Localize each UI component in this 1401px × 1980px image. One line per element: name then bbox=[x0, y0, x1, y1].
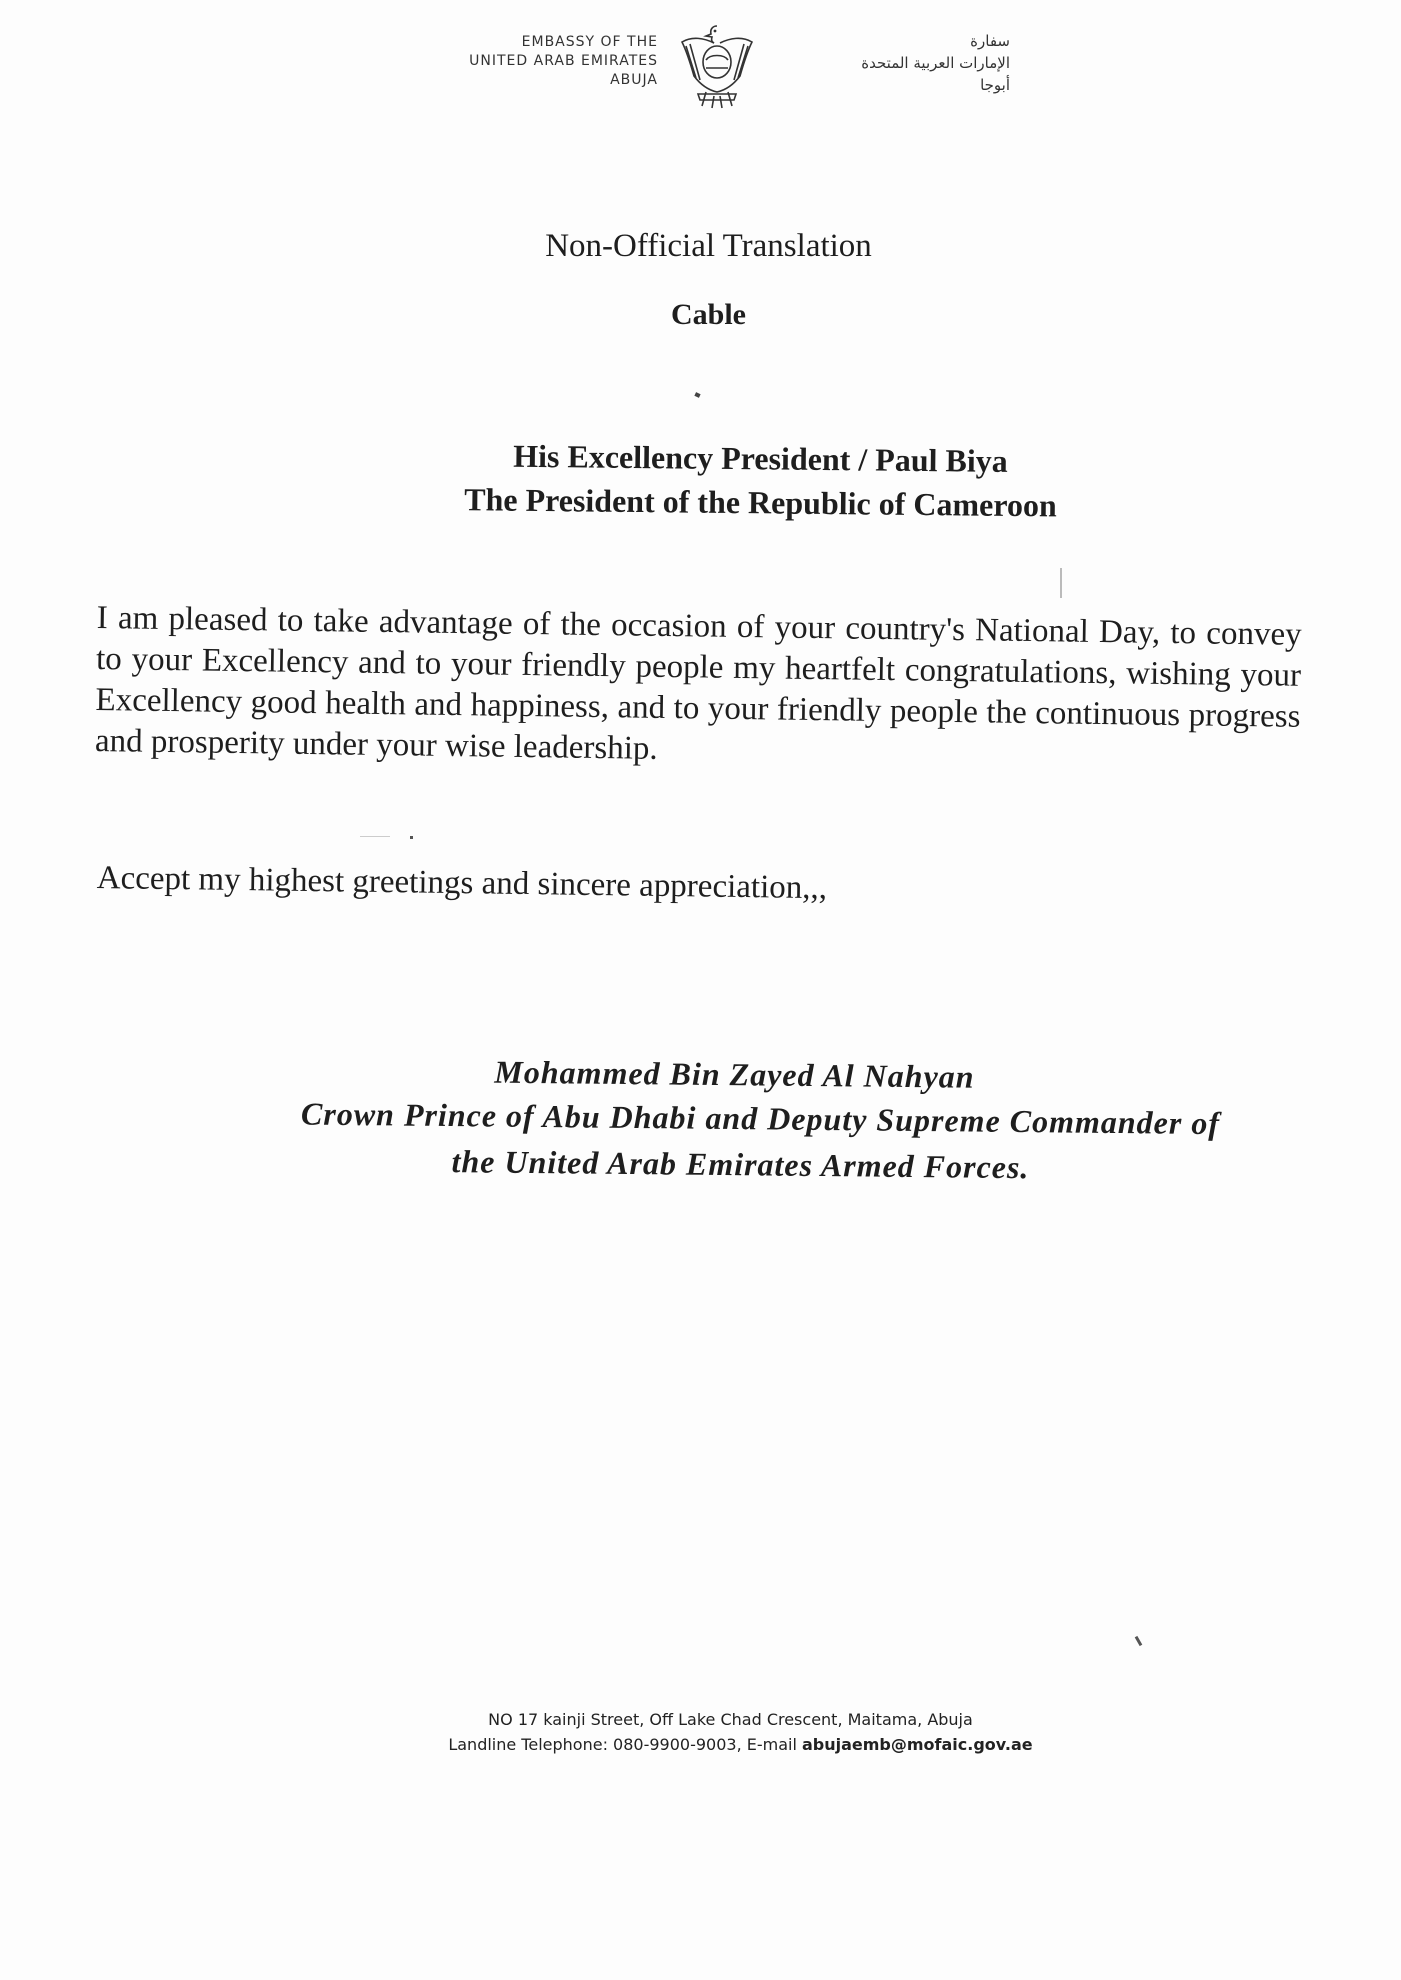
message-body: I am pleased to take advantage of the occasion of your country's National Day, to convey to your Excellency and to your friendly people my heartfelt congratulations, wishing your Excellency good health and happiness, and to your friendly people the continuous progress and prosperity under your wise leadership. bbox=[94, 599, 1302, 767]
stray-mark bbox=[694, 392, 700, 398]
letterhead-english bbox=[420, 33, 658, 90]
signatory-name: Mohammed Bin Zayed Al Nahyan bbox=[494, 1053, 975, 1095]
letterhead-en-line-1: EMBASSY OF THE bbox=[521, 34, 658, 50]
letterhead-ar-line-2: الإمارات العربية المتحدة bbox=[861, 54, 1010, 72]
footer-address: NO 17 kainji Street, Off Lake Chad Crescent, Maitama, Abuja bbox=[488, 1710, 973, 1729]
document-type: Cable bbox=[671, 298, 746, 331]
letterhead-arabic bbox=[770, 30, 1010, 96]
signatory-title-line-1: Crown Prince of Abu Dhabi and Deputy Supreme Commander of bbox=[300, 1095, 1221, 1142]
scan-speck bbox=[1135, 1636, 1143, 1646]
scan-speck bbox=[360, 836, 390, 837]
letterhead-ar-line-3: أبوجا bbox=[980, 76, 1010, 94]
letterhead-ar-line-1: سفارة bbox=[970, 32, 1010, 50]
scan-speck bbox=[1060, 568, 1062, 598]
footer-email[interactable]: abujaemb@mofaic.gov.ae bbox=[801, 1735, 1033, 1754]
letterhead-en-line-3: ABUJA bbox=[610, 72, 658, 88]
footer-contact bbox=[0, 1735, 1401, 1754]
recipient-title: The President of the Republic of Cameroon bbox=[464, 481, 1057, 524]
closing-line: Accept my highest greetings and sincere appreciation,,, bbox=[96, 860, 828, 907]
letterhead-en-line-2: UNITED ARAB EMIRATES bbox=[469, 53, 658, 69]
document-subtitle: Non-Official Translation bbox=[545, 228, 872, 264]
footer-phone: Landline Telephone: 080-9900-9003, E-mail bbox=[448, 1735, 802, 1754]
scan-speck bbox=[410, 836, 413, 839]
uae-falcon-emblem-icon bbox=[676, 20, 758, 112]
recipient-name: His Excellency President / Paul Biya bbox=[513, 437, 1008, 479]
signatory-title-line-2: the United Arab Emirates Armed Forces. bbox=[451, 1143, 1030, 1186]
